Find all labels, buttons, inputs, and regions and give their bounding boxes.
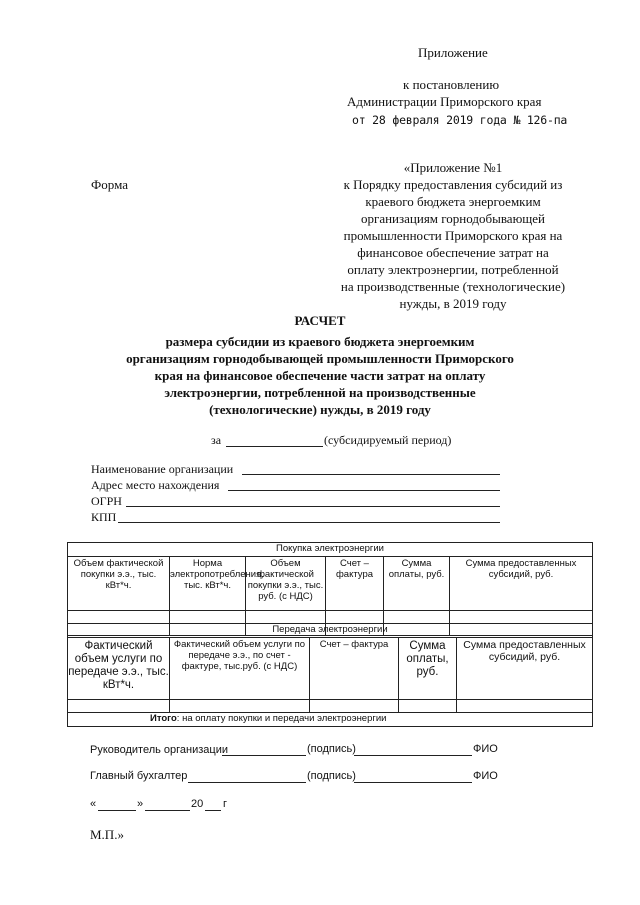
head-sign-field[interactable] <box>354 755 472 756</box>
annex-line: на производственные (технологические) <box>340 279 566 294</box>
purchase-table <box>67 542 593 636</box>
subtitle-line: организациям горнодобывающей промышленности Приморского <box>126 351 514 366</box>
org-address-field[interactable] <box>228 490 500 491</box>
org-address-label: Адрес место нахождения <box>91 478 220 492</box>
date-day-field[interactable] <box>98 810 136 811</box>
col-actual-transfer-volume: Фактический объем услуги по передаче э.э., тыс. кВт*ч. <box>68 638 170 700</box>
table-cell[interactable] <box>399 700 457 713</box>
purchase-table-header: Покупка электроэнергии <box>68 543 593 557</box>
table-row <box>68 700 593 713</box>
col-invoice: Счет – фактура <box>326 557 384 611</box>
col-transfer-invoice: Счет – фактура <box>310 638 399 700</box>
date-month-field[interactable] <box>145 810 190 811</box>
col-subsidy-sum: Сумма предоставленных субсидий, руб. <box>450 557 593 611</box>
table-cell[interactable] <box>246 611 326 624</box>
total-label: Итого <box>150 713 177 724</box>
purchase-table-columns-row <box>68 557 593 611</box>
col-consumption-norm: Норма электропотребления, тыс. кВт*ч. <box>170 557 246 611</box>
annex-line: промышленности Приморского края на <box>343 228 563 243</box>
stamp-label: М.П.» <box>90 827 124 842</box>
kpp-field[interactable] <box>118 522 500 523</box>
period-suffix: (субсидируемый период) <box>324 433 452 447</box>
col-actual-purchase-volume: Объем фактической покупки э.э., тыс. кВт*ч. <box>68 557 170 611</box>
table-cell[interactable] <box>68 611 170 624</box>
col-actual-purchase-rub: Объем фактической покупки э.э., тыс. руб. (с НДС) <box>246 557 326 611</box>
document-title: РАСЧЕТ <box>294 313 346 328</box>
annex-line: финансовое обеспечение затрат на <box>357 245 549 260</box>
table-cell[interactable] <box>450 611 593 624</box>
date-year-field[interactable] <box>205 810 221 811</box>
document-subtitle <box>100 334 540 419</box>
ogrn-label: ОГРН <box>91 494 122 508</box>
table-cell[interactable] <box>326 611 384 624</box>
org-name-label: Наименование организации <box>91 462 234 476</box>
table-cell[interactable] <box>170 700 310 713</box>
date-close-quote: » <box>137 798 144 810</box>
head-sign-label: (подпись) <box>307 743 356 755</box>
appendix-label: Приложение <box>418 45 488 60</box>
head-fio-label: ФИО <box>473 743 498 755</box>
form-label: Форма <box>91 177 128 192</box>
org-name-field[interactable] <box>242 474 500 475</box>
purchase-table-header-row <box>68 543 593 557</box>
head-label: Руководитель организации <box>90 744 229 756</box>
total-cell <box>68 713 593 727</box>
table-cell[interactable] <box>170 611 246 624</box>
date-year-prefix: 20 <box>191 798 204 810</box>
resolution-date-number: от 28 февраля 2019 года № 126-па <box>352 113 568 127</box>
table-cell[interactable] <box>384 611 450 624</box>
period-blank[interactable] <box>226 446 323 447</box>
col-payment-sum: Сумма оплаты, руб. <box>384 557 450 611</box>
head-name-field[interactable] <box>222 755 306 756</box>
col-actual-transfer-rub: Фактический объем услуги по передаче э.э., по счет - фактуре, тыс.руб. (с НДС) <box>170 638 310 700</box>
annex-line: нужды, в 2019 году <box>399 296 507 311</box>
col-transfer-payment-sum: Сумма оплаты, руб. <box>399 638 457 700</box>
transfer-table-header: Передача электроэнергии <box>68 624 593 638</box>
period-prefix: за <box>211 433 222 447</box>
transfer-table-header-row <box>68 624 593 638</box>
annex-line: организациям горнодобывающей <box>360 211 546 226</box>
transfer-table <box>67 623 593 727</box>
accountant-fio-label: ФИО <box>473 770 498 782</box>
total-row <box>68 713 593 727</box>
accountant-sign-field[interactable] <box>354 782 472 783</box>
annex-text <box>318 160 588 311</box>
subtitle-line: размера субсидии из краевого бюджета энергоемким <box>165 334 475 349</box>
annex-line: оплату электроэнергии, потребленной <box>347 262 559 277</box>
administration-label: Администрации Приморского края <box>347 94 542 109</box>
head-signature-row <box>90 743 228 757</box>
table-row <box>68 611 593 624</box>
table-cell[interactable] <box>310 700 399 713</box>
date-open-quote: « <box>90 798 97 810</box>
total-text: : на оплату покупки и передачи электроэнергии <box>176 713 387 724</box>
resolution-label: к постановлению <box>403 77 500 92</box>
date-year-suffix: г <box>223 798 228 810</box>
subtitle-line: (технологические) нужды, в 2019 году <box>209 402 431 417</box>
accountant-sign-label: (подпись) <box>307 770 356 782</box>
subtitle-line: электроэнергии, потребленной на производственные <box>164 385 476 400</box>
annex-line: краевого бюджета энергоемким <box>365 194 541 209</box>
accountant-name-field[interactable] <box>188 782 306 783</box>
ogrn-field[interactable] <box>126 506 500 507</box>
accountant-label: Главный бухгалтер <box>90 770 188 782</box>
annex-line: «Приложение №1 <box>403 160 503 175</box>
col-transfer-subsidy-sum: Сумма предоставленных субсидий, руб. <box>457 638 593 700</box>
subtitle-line: края на финансовое обеспечение части затрат на оплату <box>154 368 486 383</box>
annex-line: к Порядку предоставления субсидий из <box>343 177 563 192</box>
kpp-label: КПП <box>91 510 117 524</box>
transfer-table-columns-row <box>68 638 593 700</box>
table-cell[interactable] <box>68 700 170 713</box>
table-cell[interactable] <box>457 700 593 713</box>
